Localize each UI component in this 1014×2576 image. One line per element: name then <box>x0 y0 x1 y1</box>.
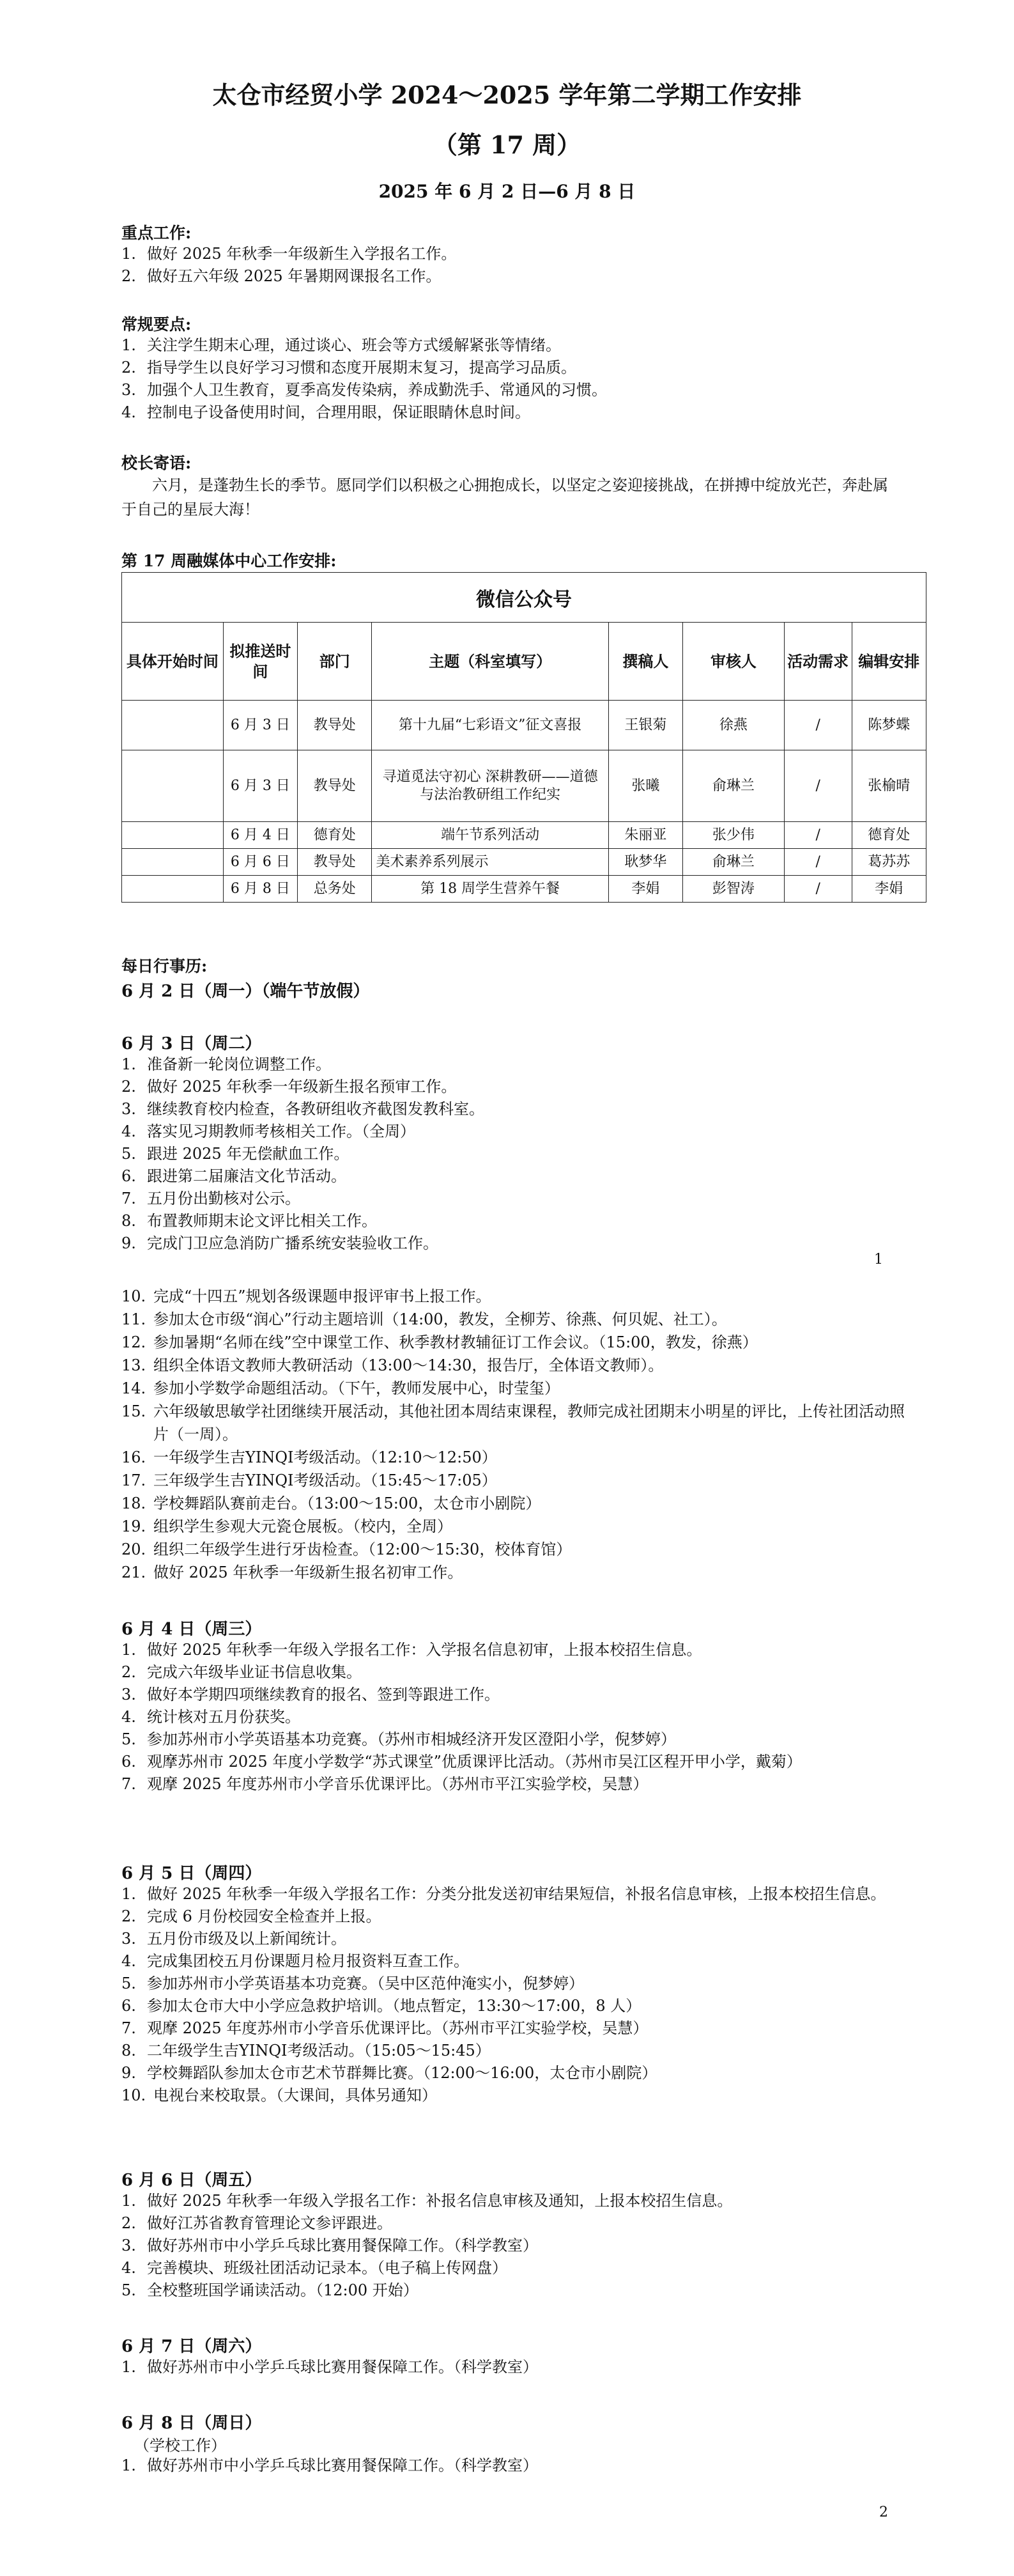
list-item: 3. 五月份市级及以上新闻统计。 <box>121 1930 346 1948</box>
column-header: 主题（科室填写） <box>372 623 608 701</box>
list-item: 6. 跟进第二届廉洁文化节活动。 <box>121 1167 346 1185</box>
list-item: 6. 参加太仓市大中小学应急救护培训。（地点暂定，13:30～17:00，8 人） <box>121 1997 641 2015</box>
table-cell: 葛苏苏 <box>852 849 926 876</box>
column-header: 拟推送时间 <box>223 623 297 701</box>
day-0603-list-a <box>121 1053 901 1255</box>
list-item: 5. 参加苏州市小学英语基本功竞赛。（吴中区范仲淹实小，倪梦婷） <box>121 1975 584 1992</box>
list-item: 1. 做好 2025 年秋季一年级入学报名工作：分类分批发送初审结果短信，补报名信息审核，上报本校招生信息。 <box>121 1885 886 1903</box>
table-row <box>122 822 926 849</box>
table-cell <box>122 701 224 750</box>
table-cell: 张少伟 <box>683 822 785 849</box>
table-cell: 德育处 <box>852 822 926 849</box>
list-item: 12. 参加暑期“名师在线”空中课堂工作、秋季教材教辅征订工作会议。（15:00，教发，徐燕） <box>121 1333 758 1351</box>
media-title: 第 17 周融媒体中心工作安排: <box>121 552 337 570</box>
list-item: 20. 组织二年级学生进行牙齿检查。（12:00～15:30，校体育馆） <box>121 1540 572 1558</box>
principal-title: 校长寄语: <box>121 454 192 472</box>
list-item: 10. 完成“十四五”规划各级课题申报评审书上报工作。 <box>121 1287 491 1305</box>
table-cell: 总务处 <box>298 876 372 903</box>
day-heading: 6 月 3 日（周二） <box>121 1034 262 1053</box>
key-work-title: 重点工作: <box>121 224 192 242</box>
list-item: 14. 参加小学数学命题组活动。（下午，教师发展中心，时莹玺） <box>121 1379 560 1397</box>
list-item: 17. 三年级学生吉YINQI考级活动。（15:45～17:05） <box>121 1471 497 1489</box>
list-item: 4. 控制电子设备使用时间，合理用眼，保证眼睛休息时间。 <box>121 403 530 421</box>
day-0603-list-b <box>121 1285 914 1584</box>
table-cell: 陈梦蝶 <box>852 701 926 750</box>
table-cell: 第 18 周学生营养午餐 <box>372 876 608 903</box>
date-range: 2025 年 6 月 2 日—6 月 8 日 <box>378 181 636 202</box>
list-item: 4. 统计核对五月份获奖。 <box>121 1708 300 1726</box>
list-item: 2. 做好江苏省教育管理论文参评跟进。 <box>121 2214 392 2232</box>
week-label: （第 17 周） <box>433 130 581 159</box>
list-item: 3. 继续教育校内检查，各教研组收齐截图发教科室。 <box>121 1100 484 1118</box>
table-cell: 美术素养系列展示 <box>372 849 608 876</box>
day-heading: 6 月 4 日（周三） <box>121 1620 262 1639</box>
list-item: 9. 完成门卫应急消防广播系统安装验收工作。 <box>121 1234 438 1252</box>
table-cell: 第十九届“七彩语文”征文喜报 <box>372 701 608 750</box>
day-0608-list <box>121 2455 901 2477</box>
table-cell: 朱丽亚 <box>608 822 682 849</box>
column-header: 撰稿人 <box>608 623 682 701</box>
list-item: 3. 加强个人卫生教育，夏季高发传染病，养成勤洗手、常通风的习惯。 <box>121 381 607 399</box>
list-item: 1. 准备新一轮岗位调整工作。 <box>121 1055 331 1073</box>
column-header: 编辑安排 <box>852 623 926 701</box>
key-work-list <box>121 243 901 288</box>
table-cell: / <box>784 876 852 903</box>
table-cell <box>122 750 224 822</box>
list-item: 2. 完成六年级毕业证书信息收集。 <box>121 1663 362 1681</box>
table-cell: 张榆晴 <box>852 750 926 822</box>
page-number: 1 <box>874 1252 883 1268</box>
list-item: 6. 观摩苏州市 2025 年度小学数学“苏式课堂”优质课评比活动。（苏州市吴江区程开甲小学，戴菊） <box>121 1753 802 1771</box>
column-header: 部门 <box>298 623 372 701</box>
list-item: 5. 全校整班国学诵读活动。（12:00 开始） <box>121 2281 419 2299</box>
list-item: 5. 参加苏州市小学英语基本功竞赛。（苏州市相城经济开发区澄阳小学，倪梦婷） <box>121 1730 676 1748</box>
table-cell: 徐燕 <box>683 701 785 750</box>
list-item: 13. 组织全体语文教师大教研活动（13:00～14:30，报告厅，全体语文教师）。 <box>121 1356 664 1374</box>
table-cell: / <box>784 849 852 876</box>
list-item: 1. 做好 2025 年秋季一年级新生入学报名工作。 <box>121 245 457 263</box>
table-cell: 教导处 <box>298 750 372 822</box>
list-item: 16. 一年级学生吉YINQI考级活动。（12:10～12:50） <box>121 1448 497 1466</box>
table-cell: 俞琳兰 <box>683 750 785 822</box>
list-item: 19. 组织学生参观大元瓷仓展板。（校内，全周） <box>121 1517 452 1535</box>
list-item: 7. 观摩 2025 年度苏州市小学音乐优课评比。（苏州市平江实验学校，吴慧） <box>121 2019 649 2037</box>
list-item: 2. 指导学生以良好学习习惯和态度开展期末复习，提高学习品质。 <box>121 359 576 376</box>
table-cell: 德育处 <box>298 822 372 849</box>
list-item: 7. 五月份出勤核对公示。 <box>121 1190 300 1207</box>
list-item: 7. 观摩 2025 年度苏州市小学音乐优课评比。（苏州市平江实验学校，吴慧） <box>121 1775 649 1793</box>
list-item: 5. 跟进 2025 年无偿献血工作。 <box>121 1145 350 1163</box>
list-item: 3. 做好本学期四项继续教育的报名、签到等跟进工作。 <box>121 1686 500 1703</box>
day-0604-list <box>121 1639 907 1796</box>
table-cell: 6 月 6 日 <box>223 849 297 876</box>
table-cell: 教导处 <box>298 849 372 876</box>
list-item: 2. 做好五六年级 2025 年暑期网课报名工作。 <box>121 267 442 285</box>
table-cell: / <box>784 822 852 849</box>
day-heading: 6 月 7 日（周六） <box>121 2337 262 2356</box>
document-title: 太仓市经贸小学 2024～2025 学年第二学期工作安排 <box>212 81 802 109</box>
list-item: 1. 关注学生期末心理，通过谈心、班会等方式缓解紧张等情绪。 <box>121 336 561 354</box>
list-item: 4. 完善模块、班级社团活动记录本。（电子稿上传网盘） <box>121 2259 507 2277</box>
table-cell: 俞琳兰 <box>683 849 785 876</box>
table-cell: 教导处 <box>298 701 372 750</box>
list-item: 1. 做好 2025 年秋季一年级入学报名工作：入学报名信息初审，上报本校招生信息。 <box>121 1641 702 1659</box>
table-cell: 6 月 8 日 <box>223 876 297 903</box>
column-header: 审核人 <box>683 623 785 701</box>
table-cell: 端午节系列活动 <box>372 822 608 849</box>
table-row <box>122 876 926 903</box>
list-item: 4. 落实见习期教师考核相关工作。（全周） <box>121 1122 415 1140</box>
list-item: 9. 学校舞蹈队参加太仓市艺术节群舞比赛。（12:00～16:00，太仓市小剧院） <box>121 2064 657 2082</box>
day-0607-list <box>121 2356 901 2378</box>
table-cell: 6 月 3 日 <box>223 750 297 822</box>
table-cell: 耿梦华 <box>608 849 682 876</box>
table-cell: 张曦 <box>608 750 682 822</box>
table-row <box>122 701 926 750</box>
table-cell: 6 月 4 日 <box>223 822 297 849</box>
table-cell <box>122 822 224 849</box>
table-header-row <box>122 623 926 701</box>
wechat-schedule-table <box>121 572 926 903</box>
table-cell: 彭智涛 <box>683 876 785 903</box>
table-cell: 李娟 <box>852 876 926 903</box>
list-item: 1. 做好 2025 年秋季一年级入学报名工作：补报名信息审核及通知，上报本校招生信息。 <box>121 2192 733 2210</box>
table-cell: 寻道觅法守初心 深耕教研——道德与法治教研组工作纪实 <box>372 750 608 822</box>
table-row <box>122 750 926 822</box>
table-cell: 6 月 3 日 <box>223 701 297 750</box>
table-cell: 王银菊 <box>608 701 682 750</box>
list-item: 15. 六年级敏思敏学社团继续开展活动，其他社团本周结束课程，教师完成社团期末小明星的评比，上传社团活动照片（一周）。 <box>121 1402 905 1443</box>
day-heading: 6 月 2 日（周一）（端午节放假） <box>121 982 370 1001</box>
table-title: 微信公众号 <box>122 573 926 623</box>
list-item: 8. 布置教师期末论文评比相关工作。 <box>121 1212 377 1230</box>
routine-title: 常规要点: <box>121 315 192 334</box>
table-cell <box>122 876 224 903</box>
column-header: 活动需求 <box>784 623 852 701</box>
day-heading: 6 月 5 日（周四） <box>121 1864 262 1883</box>
list-item: 1. 做好苏州市中小学乒乓球比赛用餐保障工作。（科学教室） <box>121 2358 538 2376</box>
list-item: 3. 做好苏州市中小学乒乓球比赛用餐保障工作。（科学教室） <box>121 2237 538 2254</box>
list-item: 8. 二年级学生吉YINQI考级活动。（15:05～15:45） <box>121 2042 491 2060</box>
table-cell: / <box>784 701 852 750</box>
school-work-note: （学校工作） <box>134 2437 226 2455</box>
table-cell: / <box>784 750 852 822</box>
daily-calendar-title: 每日行事历: <box>121 957 208 975</box>
column-header: 具体开始时间 <box>122 623 224 701</box>
list-item: 10. 电视台来校取景。（大课间，具体另通知） <box>121 2086 437 2104</box>
day-0605-list <box>121 1883 907 2107</box>
list-item: 4. 完成集团校五月份课题月检月报资料互查工作。 <box>121 1952 469 1970</box>
day-heading: 6 月 8 日（周日） <box>121 2414 262 2433</box>
list-item: 1. 做好苏州市中小学乒乓球比赛用餐保障工作。（科学教室） <box>121 2456 538 2474</box>
list-item: 21. 做好 2025 年秋季一年级新生报名初审工作。 <box>121 1563 463 1581</box>
list-item: 2. 做好 2025 年秋季一年级新生报名预审工作。 <box>121 1078 457 1096</box>
principal-message: 六月，是蓬勃生长的季节。愿同学们以积极之心拥抱成长，以坚定之姿迎接挑战，在拼搏中绽放光芒，奔赴属于自己的星辰大海！ <box>121 476 888 518</box>
list-item: 2. 完成 6 月份校园安全检查并上报。 <box>121 1907 381 1925</box>
page-number: 2 <box>879 2504 888 2520</box>
table-cell <box>122 849 224 876</box>
day-0606-list <box>121 2190 901 2302</box>
table-row <box>122 849 926 876</box>
list-item: 11. 参加太仓市级“润心”行动主题培训（14:00，教发，全柳芳、徐燕、何贝妮、社工）。 <box>121 1310 727 1328</box>
table-cell: 李娟 <box>608 876 682 903</box>
day-heading: 6 月 6 日（周五） <box>121 2171 262 2190</box>
list-item: 18. 学校舞蹈队赛前走台。（13:00～15:00，太仓市小剧院） <box>121 1494 541 1512</box>
routine-list <box>121 334 901 424</box>
